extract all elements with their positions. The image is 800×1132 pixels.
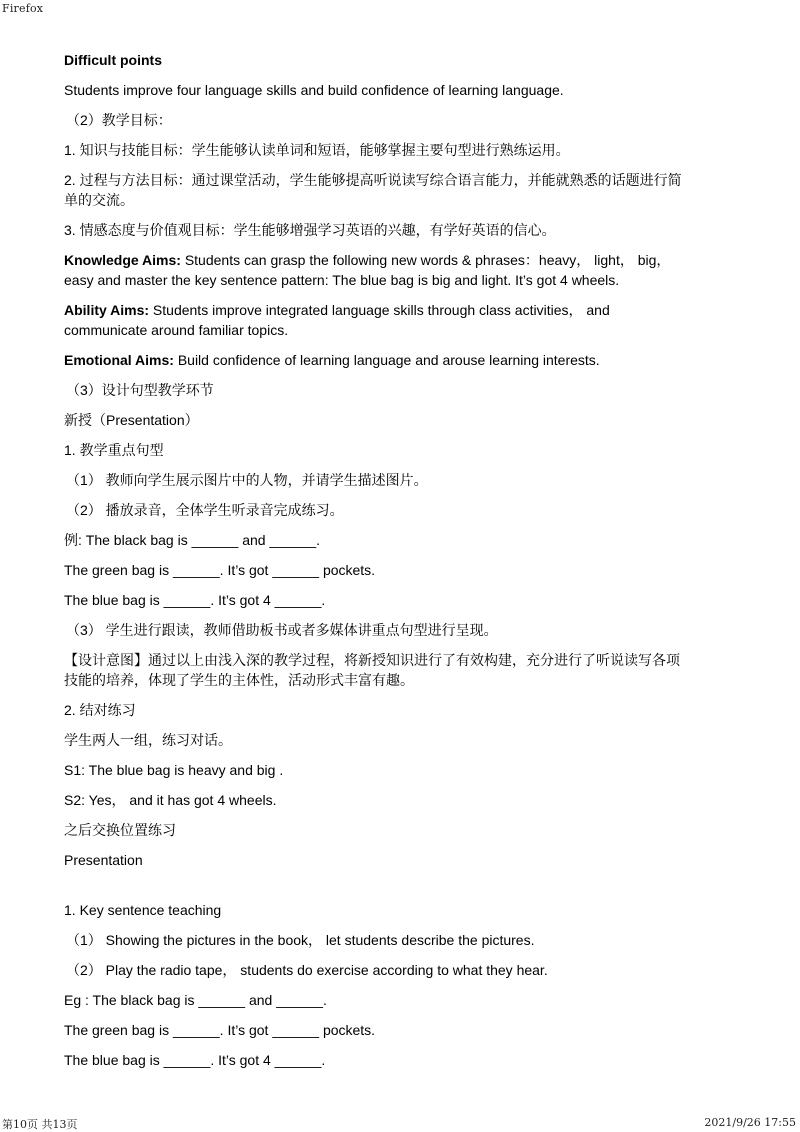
presentation-cn-heading: 新授（Presentation） — [64, 412, 199, 428]
example-cn-1: 例: The black bag is ______ and ______. — [64, 532, 321, 548]
dialogue-s2: S2: Yes， and it has got 4 wheels. — [64, 792, 277, 808]
goal-emotion-values: 3. 情感态度与价值观目标：学生能够增强学习英语的兴趣，有学好英语的信心。 — [64, 222, 556, 238]
browser-title: Firefox — [2, 2, 44, 15]
step-2-en: （2） Play the radio tape， students do exercise according to what they hear. — [66, 962, 548, 978]
key-teaching-en-heading: 1. Key sentence teaching — [64, 902, 222, 918]
goal-knowledge-skills: 1. 知识与技能目标：学生能够认读单词和短语，能够掌握主要句型进行熟练运用。 — [64, 142, 570, 158]
step-2-cn: （2） 播放录音，全体学生听录音完成练习。 — [66, 502, 344, 518]
knowledge-aims — [64, 250, 684, 290]
design-section-heading: （3）设计句型教学环节 — [66, 382, 214, 398]
difficult-points-text: Students improve four language skills and build confidence of learning language. — [64, 82, 564, 98]
presentation-en-heading: Presentation — [64, 852, 143, 868]
difficult-points-heading: Difficult points — [64, 52, 162, 68]
example-en-1: Eg : The black bag is ______ and ______. — [64, 992, 327, 1008]
dialogue-s1: S1: The blue bag is heavy and big . — [64, 762, 284, 778]
document-body — [64, 50, 684, 1080]
ability-aims-label: Ability Aims: — [64, 302, 150, 318]
emotional-aims — [64, 350, 684, 370]
knowledge-aims-text: Students can grasp the following new words & phrases：heavy， light， big， easy and master the key sentence pattern: The blue bag is big and light. It’s got 4 wheels. — [64, 252, 675, 288]
example-en-3: The blue bag is ______. It’s got 4 ______. — [64, 1052, 326, 1068]
blank-line — [64, 880, 684, 900]
ability-aims — [64, 300, 684, 340]
step-3-cn: （3） 学生进行跟读，教师借助板书或者多媒体讲重点句型进行呈现。 — [66, 622, 498, 638]
ability-aims-text: Students improve integrated language skills through class activities， and communicate around familiar topics. — [64, 302, 614, 338]
teaching-goals-heading: （2）教学目标： — [66, 112, 172, 128]
emotional-aims-label: Emotional Aims: — [64, 352, 174, 368]
emotional-aims-text: Build confidence of learning language and arouse learning interests. — [173, 352, 600, 368]
key-pattern-cn-heading: 1. 教学重点句型 — [64, 442, 164, 458]
knowledge-aims-label: Knowledge Aims: — [64, 252, 181, 268]
pair-practice-heading: 2. 结对练习 — [64, 702, 136, 718]
example-cn-2: The green bag is ______. It’s got ______ pockets. — [64, 562, 376, 578]
swap-practice-text: 之后交换位置练习 — [64, 822, 176, 838]
goal-process-methods: 2. 过程与方法目标：通过课堂活动，学生能够提高听说读写综合语言能力，并能就熟悉的话题进行简单的交流。 — [64, 172, 682, 208]
print-timestamp: 2021/9/26 17:55 — [704, 1116, 796, 1129]
page-indicator: 第10页 共13页 — [2, 1118, 78, 1131]
example-en-2: The green bag is ______. It’s got ______ pockets. — [64, 1022, 376, 1038]
step-1-en: （1） Showing the pictures in the book， let students describe the pictures. — [66, 932, 535, 948]
pair-practice-text: 学生两人一组，练习对话。 — [64, 732, 232, 748]
example-cn-3: The blue bag is ______. It’s got 4 ______. — [64, 592, 326, 608]
design-intent: 【设计意图】通过以上由浅入深的教学过程，将新授知识进行了有效构建，充分进行了听说读写各项技能的培养，体现了学生的主体性，活动形式丰富有趣。 — [64, 652, 680, 688]
step-1-cn: （1） 教师向学生展示图片中的人物，并请学生描述图片。 — [66, 472, 428, 488]
